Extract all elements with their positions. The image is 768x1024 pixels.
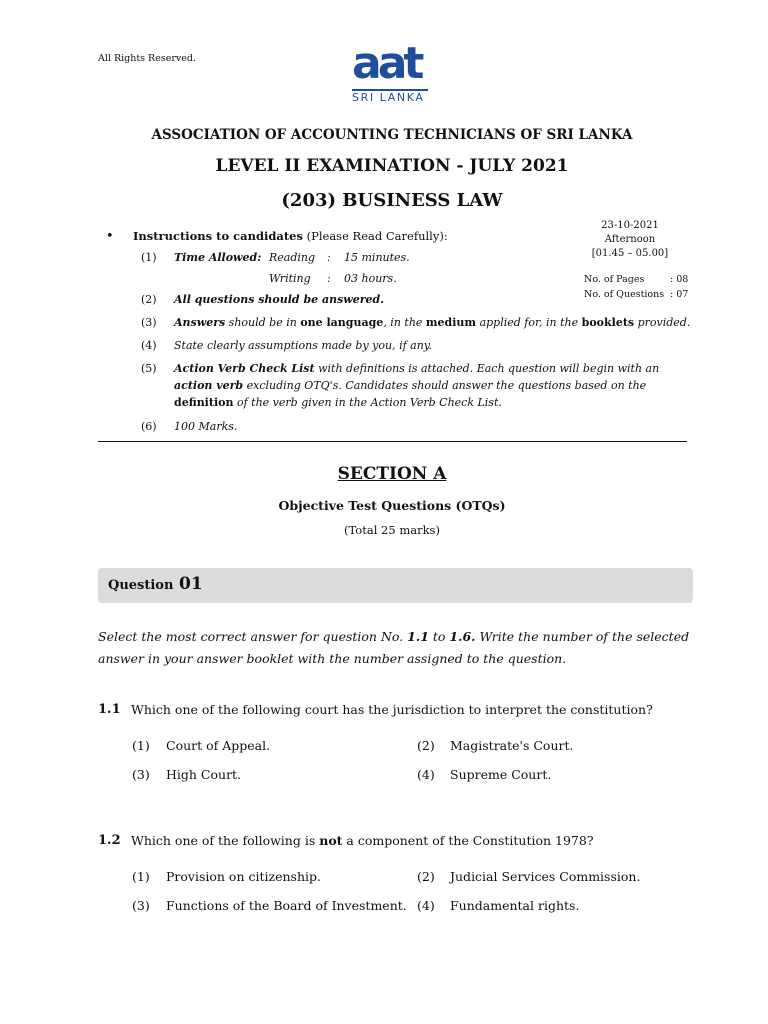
- instruction-number: (1): [141, 251, 157, 264]
- exam-time: [01.45 – 05.00]: [591, 248, 669, 259]
- option-number: (2): [417, 869, 435, 884]
- section-title: SECTION A: [337, 464, 447, 484]
- instruction-text: State clearly assumptions made by you, if any.: [174, 339, 433, 352]
- pages-value: : 08: [670, 274, 689, 285]
- instructions-heading-bold: Instructions to candidates: [133, 229, 303, 243]
- aat-logo: [346, 38, 432, 118]
- intro-part: Select the most correct answer for question No.: [98, 629, 408, 644]
- option-text: Court of Appeal.: [166, 738, 271, 753]
- option-number: (3): [132, 767, 150, 782]
- instruction-text: [174, 314, 694, 331]
- header-divider: [98, 441, 687, 442]
- bullet-icon: •: [106, 229, 114, 244]
- subquestion-text: [131, 833, 594, 848]
- questions-label: No. of Questions: [584, 289, 665, 300]
- intro-part: Write the number of the selected answer in your answer booklet with the number assigned to the question.: [98, 629, 690, 666]
- option-number: (1): [132, 869, 150, 884]
- instruction-text: 100 Marks.: [174, 420, 238, 433]
- reading-label: Reading: [269, 251, 316, 264]
- writing-value: 03 hours.: [344, 272, 397, 285]
- subquestion-text: Which one of the following court has the jurisdiction to interpret the constitution?: [131, 702, 653, 717]
- intro-part: to: [428, 629, 450, 644]
- logo-text: aat: [352, 38, 421, 89]
- option-text: Magistrate's Court.: [450, 738, 574, 753]
- subquestion-number: 1.1: [98, 702, 121, 717]
- instruction-part: excluding OTQ's. Candidates should answer the questions based on the: [243, 379, 647, 392]
- exam-session: Afternoon: [604, 234, 656, 245]
- option-number: (4): [417, 898, 435, 913]
- instruction-emphasis: Answers: [174, 316, 226, 329]
- pages-label: No. of Pages: [584, 274, 645, 285]
- instruction-number: (2): [141, 293, 157, 306]
- exam-date: 23-10-2021: [601, 220, 659, 231]
- instruction-text: [174, 360, 692, 411]
- instruction-emphasis: medium: [425, 316, 477, 329]
- instruction-text: All questions should be answered.: [174, 293, 385, 306]
- instruction-part: should be in: [225, 316, 301, 329]
- instruction-number: (6): [141, 420, 157, 433]
- question-number: 01: [179, 574, 203, 594]
- subject-title: (203) BUSINESS LAW: [281, 190, 503, 211]
- organization-name: ASSOCIATION OF ACCOUNTING TECHNICIANS OF SRI LANKA: [151, 127, 633, 143]
- instruction-emphasis: one language: [300, 316, 384, 329]
- question-instructions: [98, 626, 698, 670]
- option-number: (4): [417, 767, 435, 782]
- instruction-part: , in the: [383, 316, 426, 329]
- instruction-emphasis: definition: [174, 396, 234, 409]
- subquestion-part: Which one of the following is: [131, 833, 320, 848]
- exam-level: LEVEL II EXAMINATION - JULY 2021: [215, 156, 569, 176]
- instruction-emphasis: Action Verb Check List: [174, 362, 315, 375]
- option-text: High Court.: [166, 767, 242, 782]
- subquestion-part: a component of the Constitution 1978?: [342, 833, 594, 848]
- section-total-marks: (Total 25 marks): [344, 523, 440, 537]
- subquestion-number: 1.2: [98, 833, 121, 848]
- option-number: (1): [132, 738, 150, 753]
- instructions-heading: [133, 229, 448, 243]
- instruction-part: with definitions is attached. Each question will begin with an: [314, 362, 660, 375]
- rights-notice: All Rights Reserved.: [98, 53, 196, 64]
- reading-separator: :: [327, 251, 331, 264]
- instruction-part: provided.: [634, 316, 691, 329]
- reading-value: 15 minutes.: [344, 251, 410, 264]
- questions-value: : 07: [670, 289, 689, 300]
- question-label: Question: [108, 578, 174, 593]
- subquestion-emphasis: not: [319, 833, 343, 848]
- option-number: (2): [417, 738, 435, 753]
- option-text: Supreme Court.: [450, 767, 552, 782]
- option-text: Judicial Services Commission.: [450, 869, 641, 884]
- intro-emphasis: 1.6.: [449, 629, 476, 644]
- writing-separator: :: [327, 272, 331, 285]
- instruction-emphasis: booklets: [581, 316, 635, 329]
- option-text: Functions of the Board of Investment.: [166, 898, 407, 913]
- instruction-number: (4): [141, 339, 157, 352]
- writing-label: Writing: [269, 272, 311, 285]
- instruction-number: (5): [141, 362, 157, 375]
- logo-subtext: SRI LANKA: [352, 91, 425, 104]
- intro-emphasis: 1.1: [407, 629, 429, 644]
- instruction-part: of the verb given in the Action Verb Check List.: [233, 396, 502, 409]
- option-text: Provision on citizenship.: [166, 869, 321, 884]
- instruction-emphasis: action verb: [174, 379, 244, 392]
- option-text: Fundamental rights.: [450, 898, 580, 913]
- instructions-heading-rest: (Please Read Carefully):: [302, 229, 448, 243]
- section-subtitle: Objective Test Questions (OTQs): [278, 498, 506, 513]
- instruction-number: (3): [141, 316, 157, 329]
- option-number: (3): [132, 898, 150, 913]
- time-allowed-label: Time Allowed:: [174, 251, 262, 264]
- instruction-part: applied for, in the: [476, 316, 582, 329]
